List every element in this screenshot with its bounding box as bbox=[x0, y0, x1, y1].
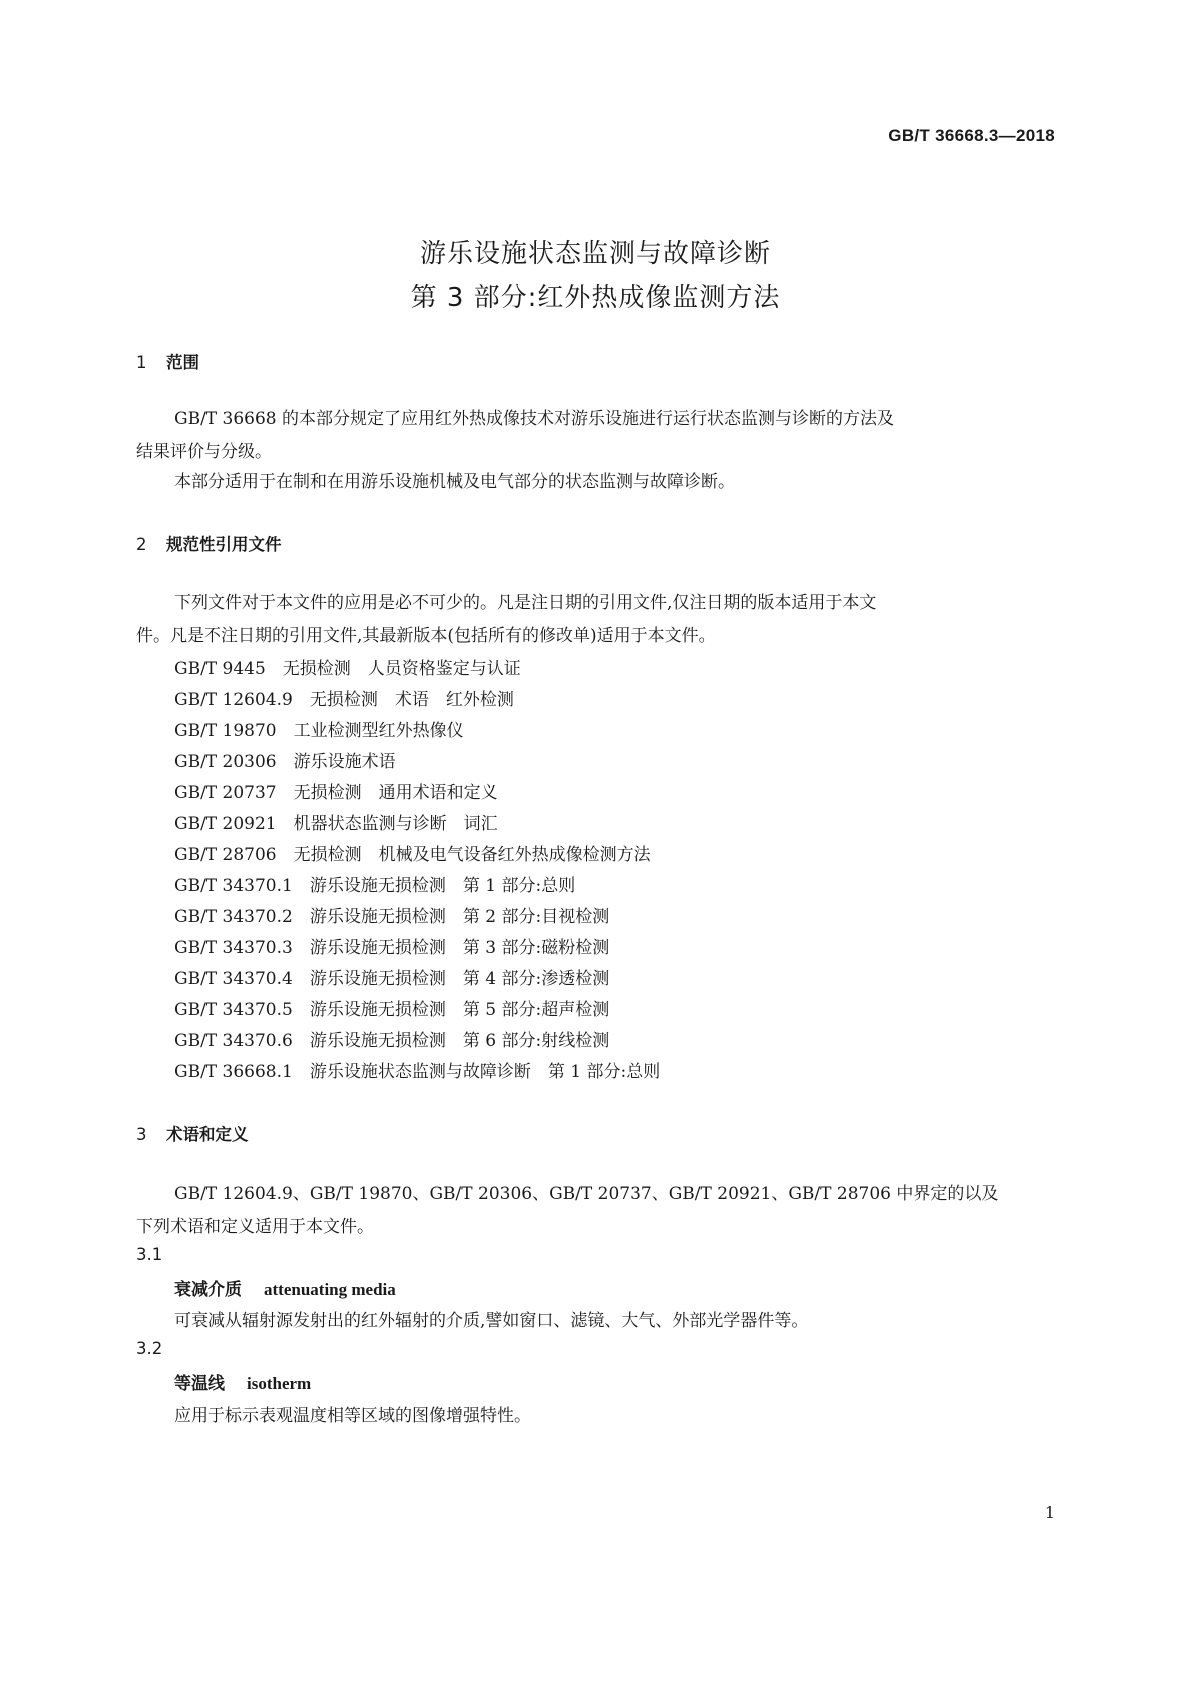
term-chinese: 衰减介质 bbox=[174, 1280, 242, 1300]
term-definition: 可衰减从辐射源发射出的红外辐射的介质,譬如窗口、滤镜、大气、外部光学器件等。 bbox=[174, 1311, 809, 1331]
reference-item: GB/T 36668.1 游乐设施状态监测与故障诊断 第 1 部分:总则 bbox=[174, 1062, 661, 1082]
reference-item: GB/T 12604.9 无损检测 术语 红外检测 bbox=[174, 690, 514, 710]
reference-item: GB/T 20921 机器状态监测与诊断 词汇 bbox=[174, 814, 498, 834]
section-1-paragraph-2 bbox=[136, 466, 1060, 499]
reference-item: GB/T 34370.5 游乐设施无损检测 第 5 部分:超声检测 bbox=[174, 1000, 610, 1020]
section-title: 术语和定义 bbox=[166, 1125, 249, 1144]
section-1-paragraph-1 bbox=[136, 403, 1060, 469]
paragraph-line: 下列术语和定义适用于本文件。 bbox=[136, 1217, 374, 1237]
section-1-heading bbox=[136, 349, 199, 373]
reference-item: GB/T 28706 无损检测 机械及电气设备红外热成像检测方法 bbox=[174, 845, 651, 865]
section-title: 规范性引用文件 bbox=[166, 535, 282, 554]
section-3-heading bbox=[136, 1121, 249, 1145]
term-number: 3.2 bbox=[136, 1339, 163, 1358]
standard-code: GB/T 36668.3—2018 bbox=[888, 126, 1055, 145]
paragraph-line: GB/T 12604.9、GB/T 19870、GB/T 20306、GB/T 20737、GB/T 20921、GB/T 28706 中界定的以及 bbox=[174, 1184, 999, 1204]
section-number: 2 bbox=[136, 535, 147, 554]
reference-item: GB/T 20306 游乐设施术语 bbox=[174, 752, 396, 772]
document-title-line1: 游乐设施状态监测与故障诊断 bbox=[419, 239, 771, 269]
section-title: 范围 bbox=[166, 353, 199, 372]
reference-item: GB/T 19870 工业检测型红外热像仪 bbox=[174, 721, 464, 741]
term-chinese: 等温线 bbox=[174, 1374, 225, 1394]
term-heading bbox=[174, 1275, 396, 1300]
reference-item: GB/T 34370.6 游乐设施无损检测 第 6 部分:射线检测 bbox=[174, 1031, 610, 1051]
reference-item: GB/T 34370.4 游乐设施无损检测 第 4 部分:渗透检测 bbox=[174, 969, 610, 989]
section-2-intro bbox=[136, 587, 1060, 653]
term-number: 3.1 bbox=[136, 1245, 163, 1264]
paragraph-line: 下列文件对于本文件的应用是必不可少的。凡是注日期的引用文件,仅注日期的版本适用于本文 bbox=[174, 593, 877, 613]
term-definition: 应用于标示表观温度相等区域的图像增强特性。 bbox=[174, 1406, 531, 1426]
reference-item: GB/T 20737 无损检测 通用术语和定义 bbox=[174, 783, 498, 803]
term-heading bbox=[174, 1369, 311, 1394]
paragraph-line: 本部分适用于在制和在用游乐设施机械及电气部分的状态监测与故障诊断。 bbox=[174, 472, 735, 492]
reference-item: GB/T 34370.1 游乐设施无损检测 第 1 部分:总则 bbox=[174, 876, 576, 896]
section-3-intro bbox=[136, 1178, 1060, 1244]
reference-item: GB/T 9445 无损检测 人员资格鉴定与认证 bbox=[174, 659, 521, 679]
paragraph-line: 结果评价与分级。 bbox=[136, 442, 272, 462]
term-english: attenuating media bbox=[264, 1280, 396, 1299]
paragraph-line: GB/T 36668 的本部分规定了应用红外热成像技术对游乐设施进行运行状态监测与诊断的方法及 bbox=[174, 409, 895, 429]
section-number: 3 bbox=[136, 1125, 147, 1144]
term-english: isotherm bbox=[247, 1374, 312, 1393]
reference-item: GB/T 34370.3 游乐设施无损检测 第 3 部分:磁粉检测 bbox=[174, 938, 610, 958]
page-number: 1 bbox=[1044, 1503, 1055, 1522]
section-2-heading bbox=[136, 531, 282, 555]
document-title-line2: 第 3 部分:红外热成像监测方法 bbox=[410, 283, 781, 313]
reference-item: GB/T 34370.2 游乐设施无损检测 第 2 部分:目视检测 bbox=[174, 907, 610, 927]
section-number: 1 bbox=[136, 353, 147, 372]
paragraph-line: 件。凡是不注日期的引用文件,其最新版本(包括所有的修改单)适用于本文件。 bbox=[136, 626, 716, 646]
